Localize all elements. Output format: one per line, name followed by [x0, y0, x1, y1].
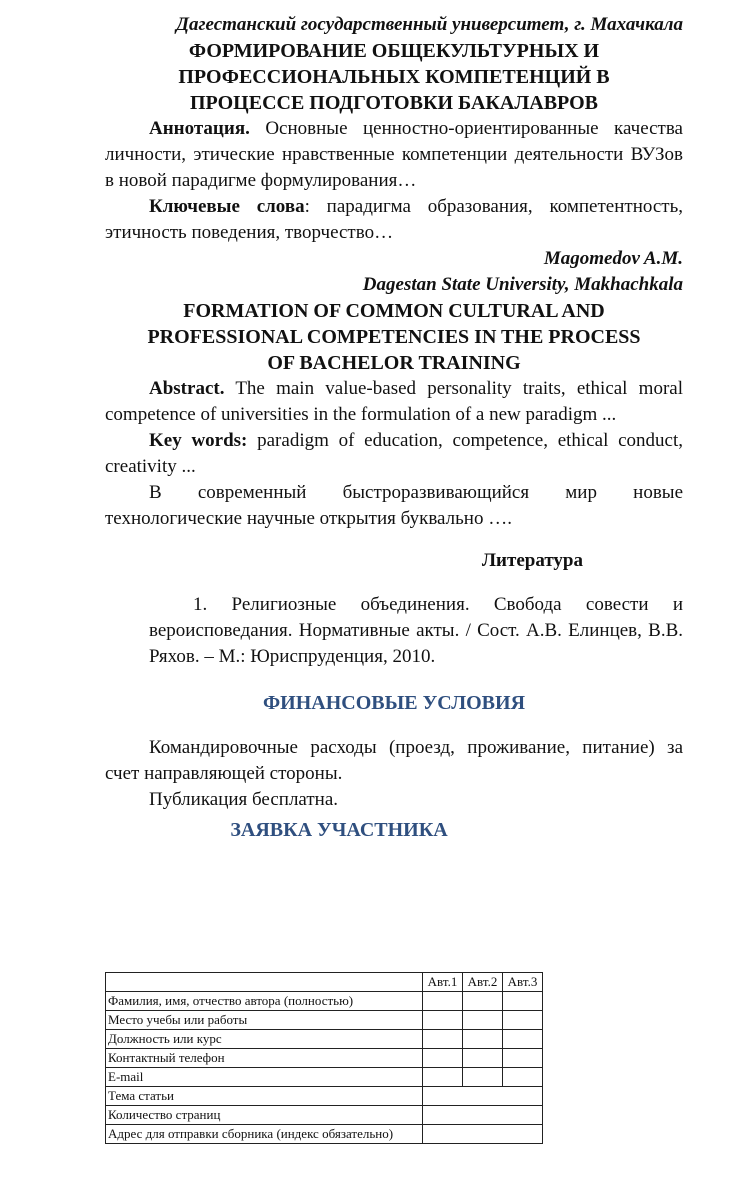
title-en-line: FORMATION OF COMMON CULTURAL AND: [183, 300, 605, 322]
table-row: [106, 1125, 543, 1144]
table-row: [106, 1087, 543, 1106]
input-cell[interactable]: [423, 1087, 543, 1106]
author1-input-cell[interactable]: [423, 1011, 463, 1030]
keywords-en-label: Key words:: [149, 430, 248, 451]
keywords-en-text: paradigm of education, competence, ethical conduct, creativity ...: [105, 430, 683, 477]
title-ru-line: ФОРМИРОВАНИЕ ОБЩЕКУЛЬТУРНЫХ И: [188, 40, 600, 62]
application-form-table: [105, 972, 543, 1144]
table-row: [106, 1049, 543, 1068]
column-header: Авт.2: [463, 973, 503, 992]
title-ru-line: ПРОФЕССИОНАЛЬНЫХ КОМПЕТЕНЦИЙ В: [178, 66, 610, 88]
title-ru-line: ПРОЦЕССЕ ПОДГОТОВКИ БАКАЛАВРОВ: [189, 92, 599, 114]
row-label: Адрес для отправки сборника (индекс обязательно): [106, 1125, 423, 1144]
author1-input-cell[interactable]: [423, 1030, 463, 1049]
keywords-text: : парадигма образования, компетентность, этичность поведения, творчество…: [105, 196, 683, 243]
row-label: Фамилия, имя, отчество автора (полностью): [106, 992, 423, 1011]
author2-input-cell[interactable]: [463, 1068, 503, 1087]
author3-input-cell[interactable]: [503, 1011, 543, 1030]
document-page: [105, 12, 683, 842]
keywords-en: [105, 428, 683, 480]
row-label: Количество страниц: [106, 1106, 423, 1125]
author3-input-cell[interactable]: [503, 1049, 543, 1068]
title-en-line: OF BACHELOR TRAINING: [267, 352, 521, 374]
row-label: Место учебы или работы: [106, 1011, 423, 1030]
abstract-text: The main value-based personality traits, ethical moral competence of universities in the formulation of a new paradigm ...: [105, 378, 683, 425]
keywords-label: Ключевые слова: [149, 196, 305, 217]
table-row: [106, 992, 543, 1011]
row-label: E-mail: [106, 1068, 423, 1087]
title-en: [105, 298, 683, 376]
table-row: [106, 1106, 543, 1125]
financial-paragraph: Публикация бесплатна.: [149, 789, 339, 810]
abstract-label: Abstract.: [149, 378, 225, 399]
financial-paragraph: Командировочные расходы (проезд, проживание, питание) за счет направляющей стороны.: [105, 737, 683, 784]
affiliation-ru: Дагестанский государственный университет, г. Махачкала: [176, 14, 683, 35]
author2-input-cell[interactable]: [463, 1011, 503, 1030]
title-en-line: PROFESSIONAL COMPETENCIES IN THE PROCESS: [147, 326, 641, 348]
author3-input-cell[interactable]: [503, 1030, 543, 1049]
financial-heading: ФИНАНСОВЫЕ УСЛОВИЯ: [262, 692, 526, 714]
annotation-ru: [105, 116, 683, 194]
affiliation-en: Dagestan State University, Makhachkala: [362, 274, 683, 295]
author-en: Magomedov A.M.: [543, 248, 683, 269]
application-heading: ЗАЯВКА УЧАСТНИКА: [230, 819, 448, 841]
annotation-label: Аннотация.: [149, 118, 250, 139]
author3-input-cell[interactable]: [503, 992, 543, 1011]
annotation-text: Основные ценностно-ориентированные качества личности, этические нравственные компетенции деятельности ВУЗов в новой парадигме формулирования…: [105, 118, 683, 191]
author1-input-cell[interactable]: [423, 992, 463, 1011]
header-empty-cell: [106, 973, 423, 992]
row-label: Должность или курс: [106, 1030, 423, 1049]
literature-heading: Литература: [481, 550, 583, 571]
author2-input-cell[interactable]: [463, 1049, 503, 1068]
input-cell[interactable]: [423, 1125, 543, 1144]
table-row: [106, 1030, 543, 1049]
author1-input-cell[interactable]: [423, 1068, 463, 1087]
title-ru: [105, 38, 683, 116]
reference-item: 1. Религиозные объединения. Свобода совести и вероисповедания. Нормативные акты. / Сост. А.В. Елинцев, В.В. Ряхов. – М.: Юриспруденция, 2010.: [149, 594, 683, 667]
table-header-row: [106, 973, 543, 992]
column-header: Авт.3: [503, 973, 543, 992]
input-cell[interactable]: [423, 1106, 543, 1125]
table-row: [106, 1011, 543, 1030]
row-label: Контактный телефон: [106, 1049, 423, 1068]
author1-input-cell[interactable]: [423, 1049, 463, 1068]
author2-input-cell[interactable]: [463, 1030, 503, 1049]
row-label: Тема статьи: [106, 1087, 423, 1106]
keywords-ru: [105, 194, 683, 246]
abstract-en: [105, 376, 683, 428]
column-header: Авт.1: [423, 973, 463, 992]
author2-input-cell[interactable]: [463, 992, 503, 1011]
table-row: [106, 1068, 543, 1087]
body-paragraph: В современный быстроразвивающийся мир новые технологические научные открытия буквально ….: [105, 482, 683, 529]
author3-input-cell[interactable]: [503, 1068, 543, 1087]
